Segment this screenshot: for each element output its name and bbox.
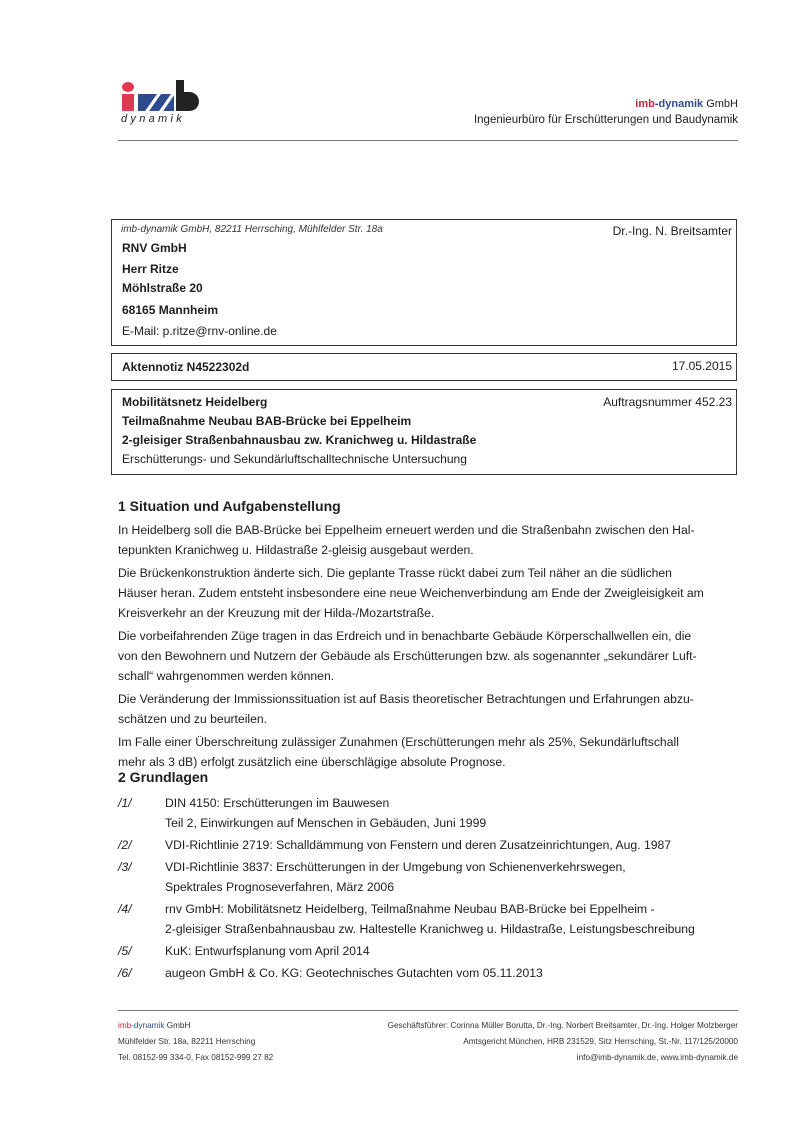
section-heading: 1 Situation und Aufgabenstellung <box>118 498 341 514</box>
paragraph: Die Veränderung der Immissionssituation ist auf Basis theoretischer Betrachtungen und Erfahrungen abzu- schätzen und zu beurteilen. <box>118 692 694 726</box>
project-line: 2-gleisiger Straßenbahnausbau zw. Kranichweg u. Hildastraße <box>122 433 477 447</box>
paragraph: Im Falle einer Überschreitung zulässiger Zunahmen (Erschütterungen mehr als 25%, Sekundärluftschall mehr als 3 dB) erfolgt zusätzlich eine überschlägige absolute Prognose. <box>118 735 679 769</box>
recipient-city: 68165 Mannheim <box>122 303 219 317</box>
footer-company: imb-dynamik GmbH <box>118 1021 191 1030</box>
paragraph: Die vorbeifahrenden Züge tragen in das Erdreich und in benachbarte Gebäude Körperschallwellen ein, die von den Bewohnern und Nutzern der Gebäude als Erschütterungen bzw. als sogenannter „sekundärer Luft- schall“ wahrgenommen werden können. <box>118 629 697 683</box>
note-label: Aktennotiz N4522302d <box>122 360 250 374</box>
section-heading: 2 Grundlagen <box>118 769 209 785</box>
address-box <box>111 219 737 346</box>
sender-line: imb-dynamik GmbH, 82211 Herrsching, Mühlfelder Str. 18a <box>121 224 383 235</box>
note-date: 17.05.2015 <box>671 359 732 373</box>
project-line: Mobilitätsnetz Heidelberg <box>122 395 268 409</box>
recipient-email[interactable]: E-Mail: p.ritze@rnv-online.de <box>122 324 277 338</box>
section-situation <box>118 496 738 775</box>
footer-right <box>388 1018 738 1066</box>
logo-m <box>138 94 174 111</box>
project-line: Teilmaßnahme Neubau BAB-Brücke bei Eppelheim <box>122 414 412 428</box>
footer-registry: Amtsgericht München, HRB 231529, Sitz Herrsching, St.-Nr. 117/125/20000 <box>463 1037 738 1046</box>
project-box <box>111 389 737 475</box>
logo-subtitle: dynamik <box>121 113 186 125</box>
note-box <box>111 353 737 381</box>
footer-management: Geschäftsführer: Corinna Müller Borutta, Dr.-Ing. Norbert Breitsamter, Dr.-Ing. Holger Molzberger <box>387 1021 738 1030</box>
recipient-name: RNV GmbH <box>122 241 187 255</box>
footer-address: Mühlfelder Str. 18a, 82211 Herrsching <box>118 1037 256 1046</box>
logo-i <box>122 94 134 111</box>
paragraph: In Heidelberg soll die BAB-Brücke bei Eppelheim erneuert werden und die Straßenbahn zwischen den Hal- tepunkten Kranichweg u. Hildastraße 2-gleisig ausgebaut werden. <box>118 523 695 557</box>
footer-divider <box>118 1010 738 1011</box>
company-tagline: Ingenieurbüro für Erschütterungen und Baudynamik <box>473 114 738 126</box>
header-company <box>474 96 738 128</box>
company-logo <box>118 80 208 130</box>
company-name: imb-dynamik GmbH <box>635 98 738 110</box>
project-subtitle: Erschütterungs- und Sekundärluftschalltechnische Untersuchung <box>122 452 467 466</box>
logo-i-dot <box>122 82 134 92</box>
logo-b-bowl <box>181 92 199 111</box>
order-number: Auftragsnummer 452.23 <box>603 395 732 409</box>
footer-phone: Tel. 08152-99 334-0, Fax 08152-999 27 82 <box>118 1053 274 1062</box>
contact-person: Dr.-Ing. N. Breitsamter <box>612 224 732 238</box>
header-divider <box>118 140 738 141</box>
footer-contact-links[interactable]: info@imb-dynamik.de, www.imb-dynamik.de <box>576 1053 738 1062</box>
footer-left <box>118 1018 273 1066</box>
recipient-person: Herr Ritze <box>122 262 179 276</box>
recipient-street: Möhlstraße 20 <box>122 281 203 295</box>
paragraph: Die Brückenkonstruktion änderte sich. Die geplante Trasse rückt dabei zum Teil näher an die südlichen Häuser heran. Zudem entsteht insbesondere eine neue Weichenverbindung am Ende der Zweigleisigkeit am Kreisverkehr an der Kreuzung mit der Hilda-/Mozartstraße. <box>118 566 704 620</box>
